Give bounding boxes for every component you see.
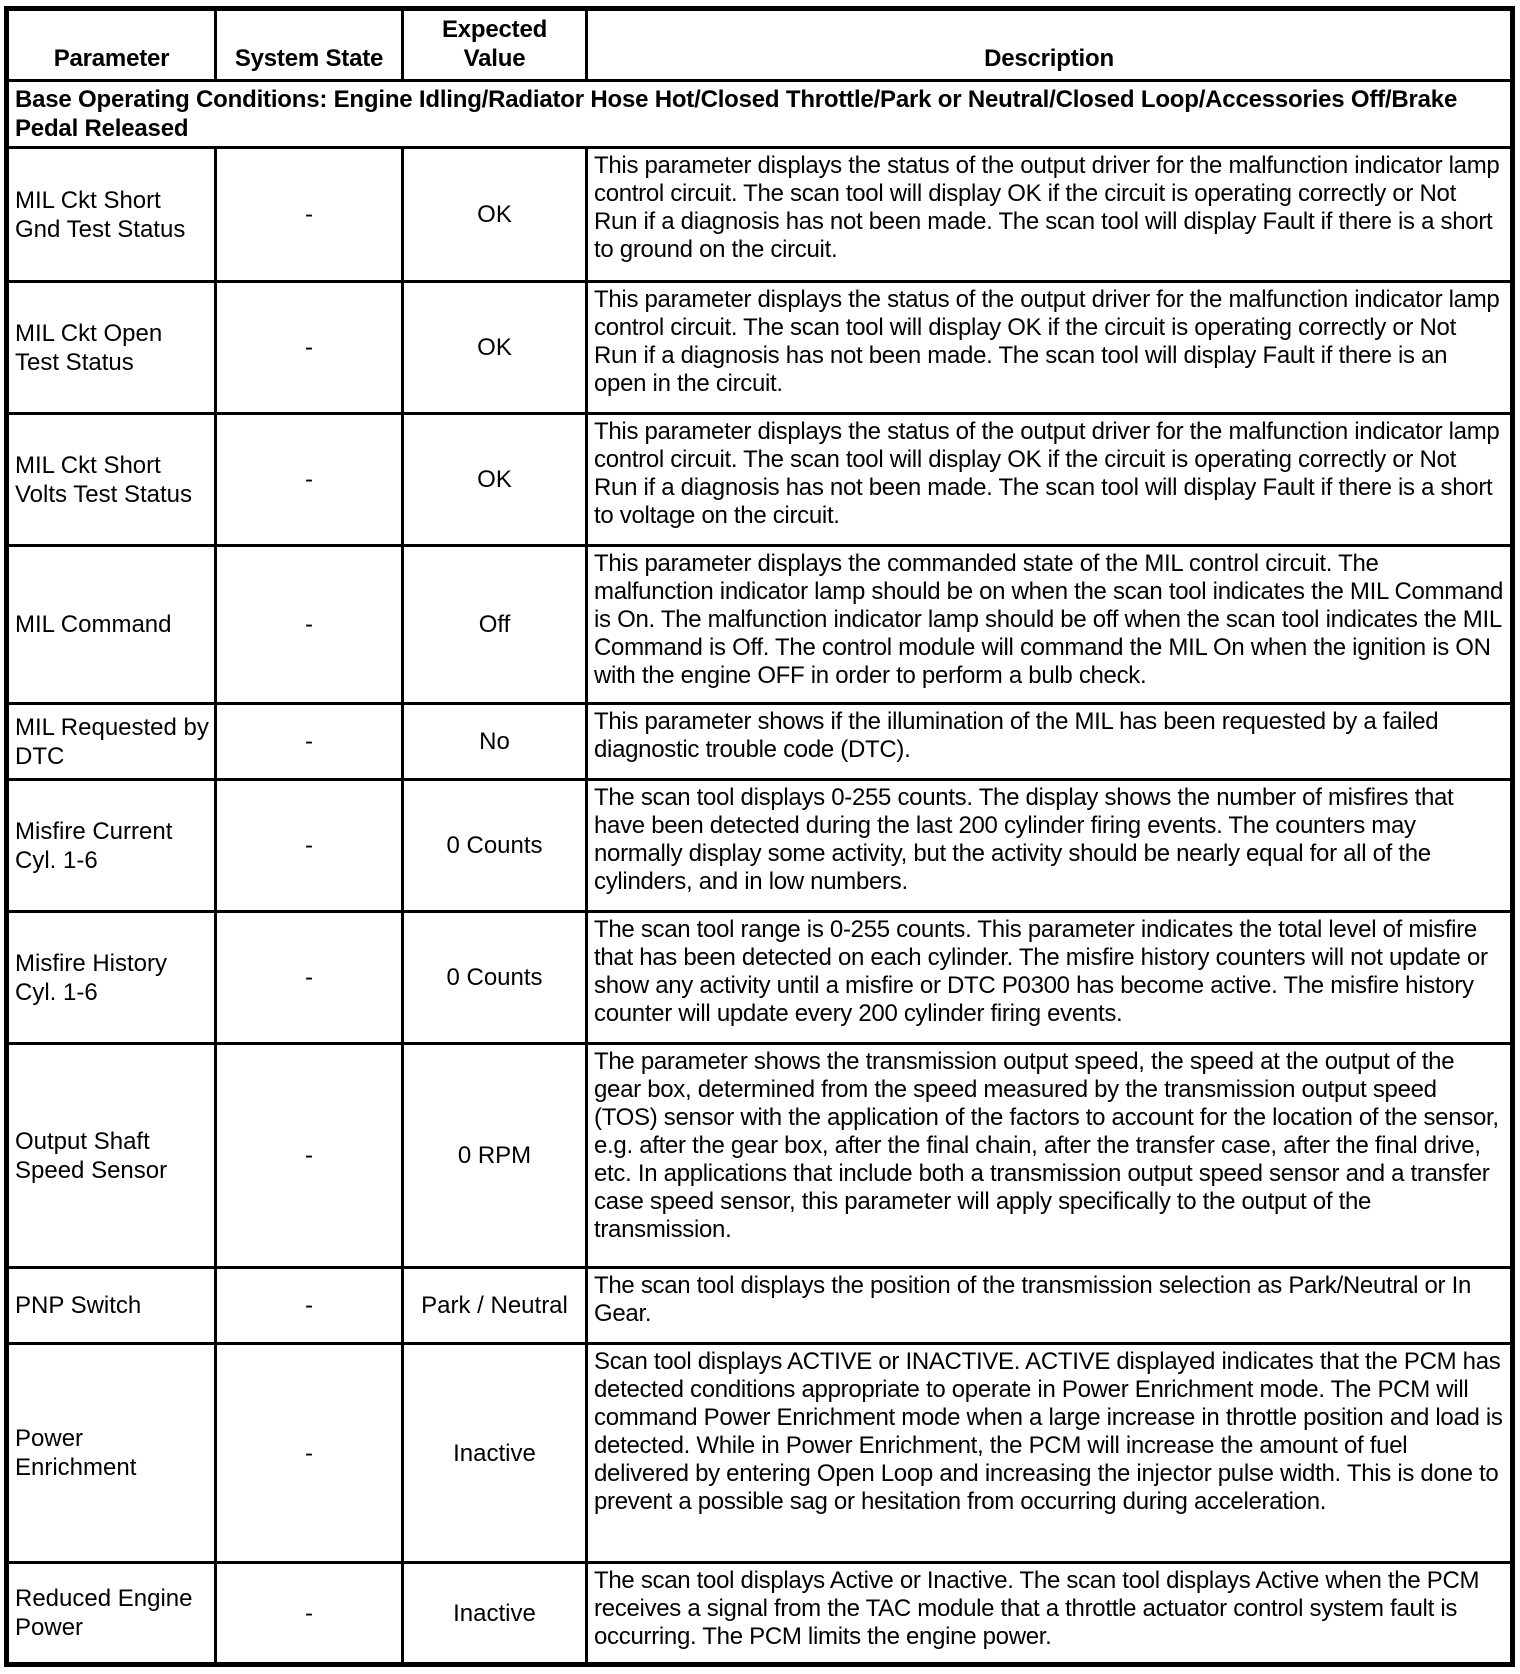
parameter-cell: MIL Ckt Open Test Status: [7, 282, 216, 414]
parameter-cell: Misfire History Cyl. 1-6: [7, 912, 216, 1044]
description-cell: The scan tool displays 0-255 counts. The display shows the number of misfires that have been detected during the last 200 cylinder firing events. The counters may normally display some activity, but the activity should be nearly equal for all of the cylinders, and in low numbers.: [587, 780, 1513, 912]
description-cell: The scan tool displays the position of the transmission selection as Park/Neutral or In Gear.: [587, 1268, 1513, 1344]
parameter-cell: MIL Command: [7, 546, 216, 704]
description-cell: Scan tool displays ACTIVE or INACTIVE. ACTIVE displayed indicates that the PCM has detected conditions appropriate to operate in Power Enrichment mode. The PCM will command Power Enrichment mode when a large increase in throttle position and load is detected. While in Power Enrichment, the PCM will increase the amount of fuel delivered by entering Open Loop and increasing the injector pulse width. This is done to prevent a possible sag or hesitation from occurring during acceleration.: [587, 1344, 1513, 1563]
table-row: [7, 1268, 1513, 1344]
parameter-cell: MIL Ckt Short Volts Test Status: [7, 414, 216, 546]
description-cell: This parameter displays the commanded state of the MIL control circuit. The malfunction indicator lamp should be on when the scan tool indicates the MIL Command is On. The malfunction indicator lamp should be off when the scan tool indicates the MIL Command is Off. The control module will command the MIL On when the ignition is ON with the engine OFF in order to perform a bulb check.: [587, 546, 1513, 704]
table-row: [7, 1563, 1513, 1665]
system-state-cell: -: [216, 912, 403, 1044]
description-cell: This parameter displays the status of the output driver for the malfunction indicator lamp control circuit. The scan tool will display OK if the circuit is operating correctly or Not Run if a diagnosis has not been made. The scan tool will display Fault if there is a short to voltage on the circuit.: [587, 414, 1513, 546]
expected-value-cell: 0 RPM: [403, 1044, 587, 1268]
system-state-cell: -: [216, 546, 403, 704]
description-cell: This parameter displays the status of the output driver for the malfunction indicator lamp control circuit. The scan tool will display OK if the circuit is operating correctly or Not Run if a diagnosis has not been made. The scan tool will display Fault if there is an open in the circuit.: [587, 282, 1513, 414]
parameter-cell: MIL Ckt Short Gnd Test Status: [7, 148, 216, 282]
header-parameter: Parameter: [7, 9, 216, 81]
table-row: [7, 1344, 1513, 1563]
expected-value-cell: 0 Counts: [403, 912, 587, 1044]
table-row: [7, 546, 1513, 704]
table-row: [7, 1044, 1513, 1268]
expected-value-cell: OK: [403, 148, 587, 282]
table-row: [7, 780, 1513, 912]
system-state-cell: -: [216, 1563, 403, 1665]
system-state-cell: -: [216, 780, 403, 912]
expected-value-cell: Off: [403, 546, 587, 704]
expected-value-cell: 0 Counts: [403, 780, 587, 912]
scan-data-parameter-table: [4, 6, 1515, 1667]
base-operating-conditions: Base Operating Conditions: Engine Idling/Radiator Hose Hot/Closed Throttle/Park or Neutral/Closed Loop/Accessories Off/Brake Pedal Released: [7, 81, 1513, 148]
parameter-cell: MIL Requested by DTC: [7, 704, 216, 780]
base-conditions-row: [7, 81, 1513, 148]
system-state-cell: -: [216, 414, 403, 546]
system-state-cell: -: [216, 1268, 403, 1344]
expected-value-cell: Park / Neutral: [403, 1268, 587, 1344]
header-expected-value: [403, 9, 587, 81]
table-row: [7, 414, 1513, 546]
parameter-cell: PNP Switch: [7, 1268, 216, 1344]
description-cell: The scan tool displays Active or Inactive. The scan tool displays Active when the PCM receives a signal from the TAC module that a throttle actuator control system fault is occurring. The PCM limits the engine power.: [587, 1563, 1513, 1665]
header-description: Description: [587, 9, 1513, 81]
parameter-cell: Output Shaft Speed Sensor: [7, 1044, 216, 1268]
system-state-cell: -: [216, 704, 403, 780]
table-row: [7, 282, 1513, 414]
expected-value-cell: Inactive: [403, 1344, 587, 1563]
header-system-state: System State: [216, 9, 403, 81]
parameter-cell: Reduced Engine Power: [7, 1563, 216, 1665]
table-row: [7, 912, 1513, 1044]
description-cell: The scan tool range is 0-255 counts. This parameter indicates the total level of misfire that has been detected on each cylinder. The misfire history counters will not update or show any activity until a misfire or DTC P0300 has become active. The misfire history counter will update every 200 cylinder firing events.: [587, 912, 1513, 1044]
description-cell: The parameter shows the transmission output speed, the speed at the output of the gear box, determined from the speed measured by the transmission output speed (TOS) sensor with the application of the factors to account for the location of the sensor, e.g. after the gear box, after the final chain, after the transfer case, after the final drive, etc. In applications that include both a transmission output speed sensor and a transfer case speed sensor, this parameter will apply specifically to the output of the transmission.: [587, 1044, 1513, 1268]
parameter-cell: Power Enrichment: [7, 1344, 216, 1563]
header-expected-value-line1: Expected: [441, 16, 548, 43]
description-cell: This parameter displays the status of the output driver for the malfunction indicator lamp control circuit. The scan tool will display OK if the circuit is operating correctly or Not Run if a diagnosis has not been made. The scan tool will display Fault if there is a short to ground on the circuit.: [587, 148, 1513, 282]
table-row: [7, 148, 1513, 282]
expected-value-cell: OK: [403, 282, 587, 414]
header-expected-value-line2: Value: [463, 45, 526, 72]
system-state-cell: -: [216, 282, 403, 414]
system-state-cell: -: [216, 1044, 403, 1268]
table-row: [7, 704, 1513, 780]
description-cell: This parameter shows if the illumination of the MIL has been requested by a failed diagnostic trouble code (DTC).: [587, 704, 1513, 780]
system-state-cell: -: [216, 148, 403, 282]
expected-value-cell: Inactive: [403, 1563, 587, 1665]
parameter-cell: Misfire Current Cyl. 1-6: [7, 780, 216, 912]
system-state-cell: -: [216, 1344, 403, 1563]
expected-value-cell: OK: [403, 414, 587, 546]
expected-value-cell: No: [403, 704, 587, 780]
header-row: [7, 9, 1513, 81]
